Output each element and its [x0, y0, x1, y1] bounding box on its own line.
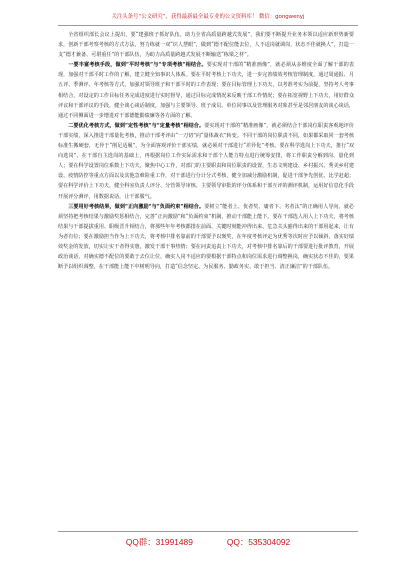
- footer-divider: [58, 531, 358, 532]
- header-divider: [58, 25, 358, 26]
- section-heading: 二要优化考核方式，做到“定性考核”与“定量考核”相结合。: [68, 122, 205, 129]
- paragraph-section-2: [58, 121, 354, 202]
- paragraph-intro: [58, 30, 354, 60]
- qq-number: QQ：535304092: [226, 537, 291, 547]
- document-body: [58, 30, 354, 272]
- header-banner: 关注头条号“公文研究”，获得最新最全最专业的公文资料库！ 微信：gongwenyj: [111, 14, 305, 20]
- paragraph-text: 要实现对干部的“精准画像”，就必须结合干部岗位职责客观地评价干部实绩，深入推进干部量化考核，推动干部考评由“一刀切”向“量体裁衣”转变。不同干部的岗位职责不同，如果都采取同一套考核标准生搬硬套，无异于“削足适履”，为全面客观评价干部实绩，就必须对干部进行“差异化”考核。要在科学选岗上下功夫，推行“双向选岗”，在干部自主选岗的基础上，再根据岗位工作实际需求和干部个人能力特点进行统筹安排，将工作职责分解到岗、量化到人；要在科学设置岗位系数上下功夫，聚焦中心工作，对部门的主要职责和岗位职责的设置，生态文明建设、乡村振兴、秀美乡村建设、疫情防控等重点方面以及其他急难险重工作，对干部进行分计分式考核，健全加减分激励机制，促进干部争先创优、比学赶超；要在科学评价上下功夫，健全科室负责人评分、分管领导审核、主要领导审批的评分体系和干部互评的测评机制，运用好信息化手段开展评分测评，用数据说话，让干部服气。: [58, 122, 354, 200]
- paragraph-text: 要实现对干部的“精准画像”，就必须从多维度全面了解干部的表现，加强对干部平时工作的了解，建立健全知事识人体系。要在平时考核上下功夫，进一步完善绩效考核管理制度，通过周通报、月五评、季测评、年考核等方式，加强对领导班子和干部平时的工作表现；要在目标管理上下功夫，以考准考实为前提，坚持考人考事相结合，对设定的工作目标任务完成进度进行实时督导，通过目标完成情况来反映干部工作情况；要在拓宽视野上下功夫，用好群众评议和干部评议的手段，健全谈心谈话制度，加强与主要领导、班子成员、单位同事以及管理服务对象甚至是邻居朋友的谈心谈话，通过不同侧面进一步增进对干部德能勤绩廉等各方面的了解。: [58, 62, 354, 119]
- paragraph-text: 全省组织部长会议上提出，要“建强班子抓好队伍，助力全省高质量跨越式发展”，我们要不断提升业务本领以适应新形势新要求，创新干部考察考核的方式方法，努力练就一双“识人慧眼”，做到“德不配位能去位，人不适岗就调岗，状态不佳就换人”，打造一支“德才兼备、可堪重任”的干部队伍，为助力高质量跨越式发展不断输送“栋梁之材”。: [58, 32, 354, 59]
- footer-contacts: [58, 535, 358, 549]
- paragraph-text: 要树立“能者上、优者奖、庸者下、劣者汰”的正确用人导向，就必须坚持把考核结果与激励奖惩相结合，完善“正向激励”和“负面约束”机制，推动干部能上能下。要在干部选人用人上下功夫，将考核结果与干部提拔重用、职级晋升相结合，将那些年年考核都排在前面、关键时刻能冲得出来、危急关头豁得出来的干部用起来，让有为者有位；要在激励担当作为上下功夫，将考核中排名靠前的干部要予以褒奖，在年度考核评定为优秀等次时应予以倾斜，落实好绩效奖金的发放，切实让实干者得实惠，激发干部干事热情；要在问责追责上下功夫，对考核中排名靠后的干部要进行批评教育，开展政治谈话，对确实德不配位的要敢于去位让位，确实人岗不适应的要根据干部特点和岗位需求进行调整换岗，确实状态不佳的，要果断予以组织调整，在干部能上能下中树明导向，打造“信念坚定、为民服务、勤政务实、敢于担当、清正廉洁”的干部队伍。: [58, 203, 354, 271]
- qq-group-number: QQ群：31991489: [125, 537, 193, 547]
- paragraph-section-1: [58, 60, 354, 121]
- section-heading: 一要丰富考核手段，做到“平时考核”与“专项考核”相结合。: [68, 62, 207, 69]
- section-heading: 三要用好考核结果，做到“正向激励”与“负面约束”相结合。: [68, 203, 205, 210]
- paragraph-section-3: [58, 202, 354, 273]
